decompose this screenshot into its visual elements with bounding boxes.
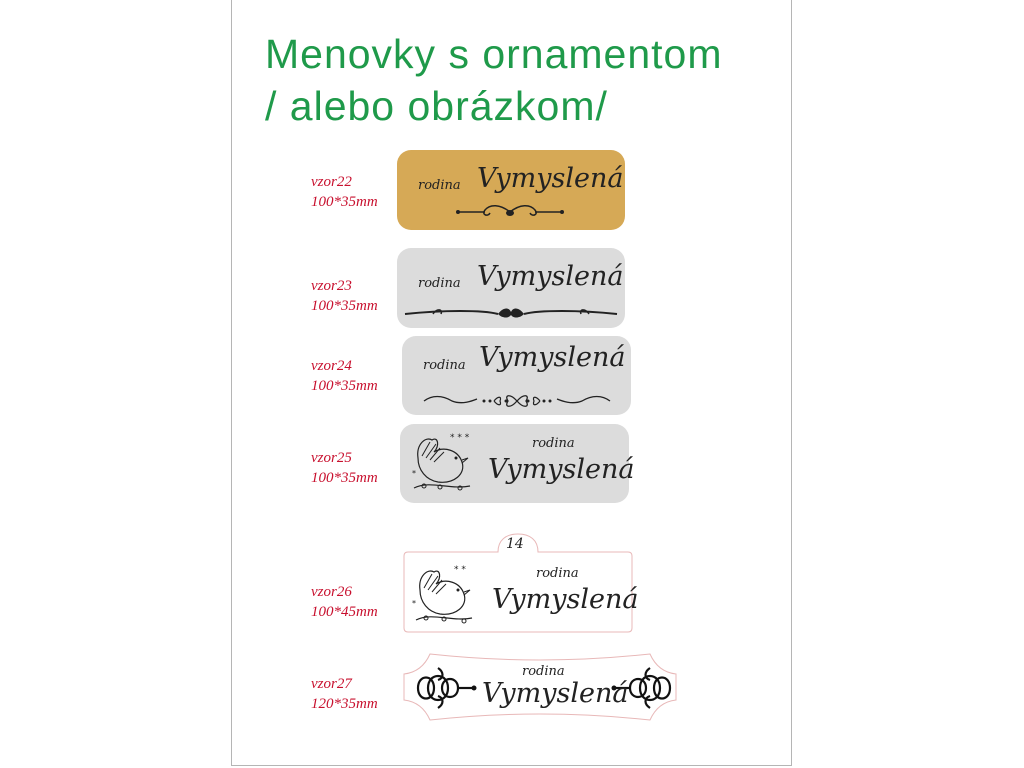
house-number: 14 [506, 536, 524, 552]
nameplate-big-text: Vymyslená [477, 163, 624, 194]
design-size: 120*35mm [311, 696, 378, 712]
label-vzor24 [311, 356, 378, 396]
design-code: vzor23 [311, 278, 352, 294]
design-size: 100*35mm [311, 194, 378, 210]
nameplate-small-text: rodina [418, 276, 461, 291]
nameplate-big-text: Vymyslená [479, 342, 626, 373]
design-code: vzor22 [311, 174, 352, 190]
nameplate-vzor25 [400, 424, 635, 503]
svg-text:*: * [412, 599, 416, 608]
nameplate-small-text: rodina [418, 178, 461, 193]
nameplate-small-text: rodina [423, 358, 466, 373]
bird-icon [410, 430, 474, 498]
label-vzor26 [311, 582, 378, 622]
swirl-ornament-icon [455, 204, 565, 220]
design-code: vzor27 [311, 676, 352, 692]
nameplate-vzor22 [397, 150, 625, 230]
flourish-divider-icon [403, 306, 619, 320]
label-vzor22 [311, 172, 378, 212]
label-vzor27 [311, 674, 378, 714]
nameplate-big-text: Vymyslená [488, 454, 635, 485]
nameplate-small-text: rodina [522, 664, 565, 679]
design-size: 100*35mm [311, 298, 378, 314]
nameplate-big-text: Vymyslená [477, 261, 624, 292]
svg-text:* *: * * [454, 565, 466, 575]
dotted-bow-ornament-icon [422, 391, 612, 411]
page-title-line2: / alebo obrázkom/ [265, 83, 608, 129]
design-size: 100*35mm [311, 470, 378, 486]
design-code: vzor24 [311, 358, 352, 374]
nameplate-small-text: rodina [532, 436, 575, 451]
page-title-line1: Menovky s ornamentom [265, 31, 723, 77]
design-code: vzor25 [311, 450, 352, 466]
bird-icon [410, 562, 480, 628]
design-size: 100*45mm [311, 604, 378, 620]
svg-text:* * *: * * * [450, 433, 470, 443]
nameplate-big-text: Vymyslená [482, 678, 629, 709]
design-code: vzor26 [311, 584, 352, 600]
nameplate-small-text: rodina [536, 566, 579, 581]
nameplate-big-text: Vymyslená [492, 584, 639, 615]
celtic-knot-icon [414, 664, 476, 712]
design-size: 100*35mm [311, 378, 378, 394]
label-vzor25 [311, 448, 378, 488]
label-vzor23 [311, 276, 378, 316]
nameplate-vzor23 [397, 248, 625, 328]
svg-text:*: * [412, 469, 416, 478]
nameplate-vzor24 [402, 336, 631, 415]
